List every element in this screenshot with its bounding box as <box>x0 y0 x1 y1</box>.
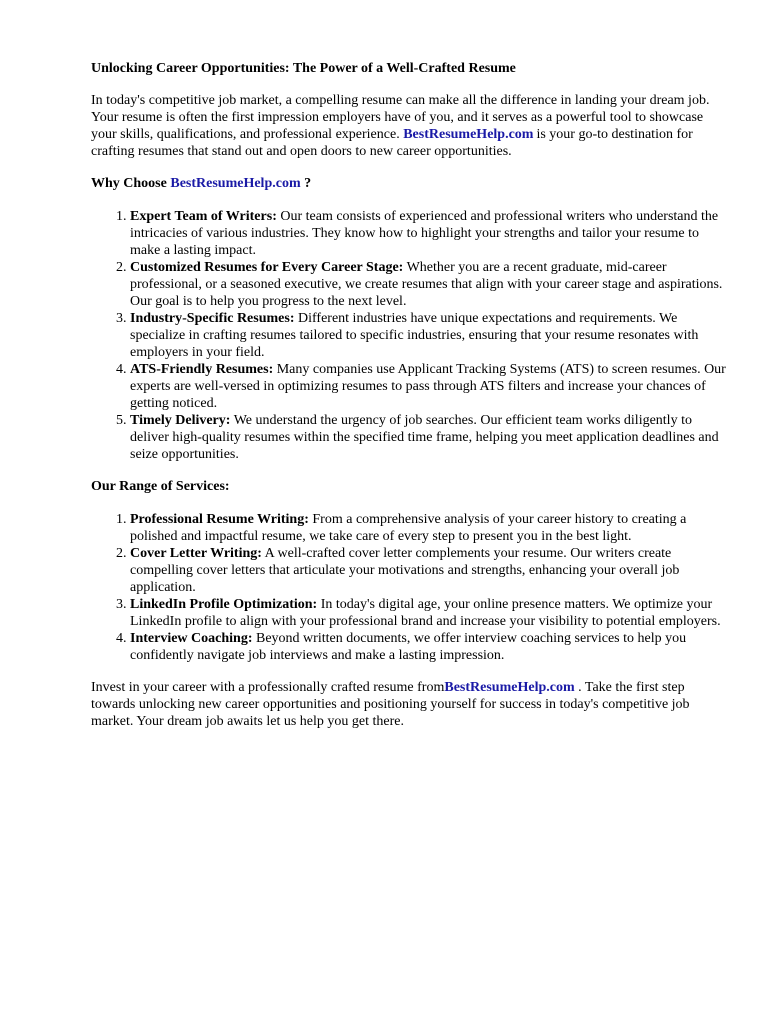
list-item-text: A well-crafted cover letter complements your resume. Our writers create compelling cover letters that articulate your motivations and strengths, enhancing your overall job application. <box>130 546 680 595</box>
list-item <box>130 511 731 545</box>
list-item-label: Industry-Specific Resumes: <box>130 311 295 326</box>
list-item-text: Beyond written documents, we offer interview coaching services to help you confidently navigate job interviews and make a lasting impression. <box>130 631 687 663</box>
why-choose-heading <box>91 175 731 192</box>
list-item-label: Customized Resumes for Every Career Stage: <box>130 260 404 275</box>
list-item-text: Our team consists of experienced and professional writers who understand the intricacies of various industries. They know how to highlight your strengths and tailor your resume to make a lasting impact. <box>130 209 719 258</box>
closing-text-continued: . Take the first step towards unlocking new career opportunities and positioning yourself for success in today's competitive job market. Your dream job awaits let us help you get there. <box>91 680 690 729</box>
list-item <box>130 412 731 463</box>
list-item-label: Expert Team of Writers: <box>130 209 277 224</box>
why-heading-suffix: ? <box>304 176 312 191</box>
closing-paragraph <box>91 679 731 730</box>
why-choose-list <box>91 208 731 463</box>
document-page <box>91 60 731 745</box>
list-item-label: ATS-Friendly Resumes: <box>130 362 274 377</box>
services-list <box>91 511 731 664</box>
list-item-label: Cover Letter Writing: <box>130 546 262 561</box>
list-item <box>130 310 731 361</box>
list-item-label: LinkedIn Profile Optimization: <box>130 597 318 612</box>
list-item <box>130 259 731 310</box>
list-item-label: Professional Resume Writing: <box>130 512 309 527</box>
list-item-text: Different industries have unique expectations and requirements. We specialize in crafting resumes tailored to specific industries, ensuring that your resume resonates with employers in your field. <box>130 311 699 360</box>
closing-site-link[interactable]: BestResumeHelp.com <box>444 680 575 695</box>
list-item-text: In today's digital age, your online presence matters. We optimize your LinkedIn profile to align with your professional brand and increase your visibility to potential employers. <box>130 597 721 629</box>
intro-text: In today's competitive job market, a compelling resume can make all the difference in landing your dream job. Your resume is often the first impression employers have of you, and it serves as a powerful tool to showcase your skills, qualifications, and professional experience. <box>91 93 710 142</box>
list-item-text: From a comprehensive analysis of your career history to creating a polished and impactful resume, we take care of every step to present you in the best light. <box>130 512 687 544</box>
list-item <box>130 630 731 664</box>
list-item <box>130 208 731 259</box>
list-item-label: Timely Delivery: <box>130 413 231 428</box>
list-item <box>130 596 731 630</box>
services-heading: Our Range of Services: <box>91 479 230 494</box>
why-heading-prefix: Why Choose <box>91 176 167 191</box>
why-heading-site-link[interactable]: BestResumeHelp.com <box>170 176 301 191</box>
document-title: Unlocking Career Opportunities: The Power of a Well-Crafted Resume <box>91 61 516 76</box>
list-item-label: Interview Coaching: <box>130 631 253 646</box>
intro-text-continued: is your go-to destination for crafting resumes that stand out and open doors to new career opportunities. <box>91 127 693 159</box>
list-item <box>130 361 731 412</box>
list-item-text: We understand the urgency of job searches. Our efficient team works diligently to deliver high-quality resumes within the specified time frame, helping you meet application deadlines and seize opportunities. <box>130 413 719 462</box>
list-item <box>130 545 731 596</box>
list-item-text: Many companies use Applicant Tracking Systems (ATS) to screen resumes. Our experts are well-versed in optimizing resumes to pass through ATS filters and increase your chances of getting noticed. <box>130 362 726 411</box>
intro-paragraph <box>91 92 731 160</box>
list-item-text: Whether you are a recent graduate, mid-career professional, or a seasoned executive, we create resumes that align with your career stage and aspirations. Our goal is to help you progress to the next level. <box>130 260 723 309</box>
intro-site-link[interactable]: BestResumeHelp.com <box>403 127 534 142</box>
closing-text: Invest in your career with a professionally crafted resume from <box>91 680 445 695</box>
